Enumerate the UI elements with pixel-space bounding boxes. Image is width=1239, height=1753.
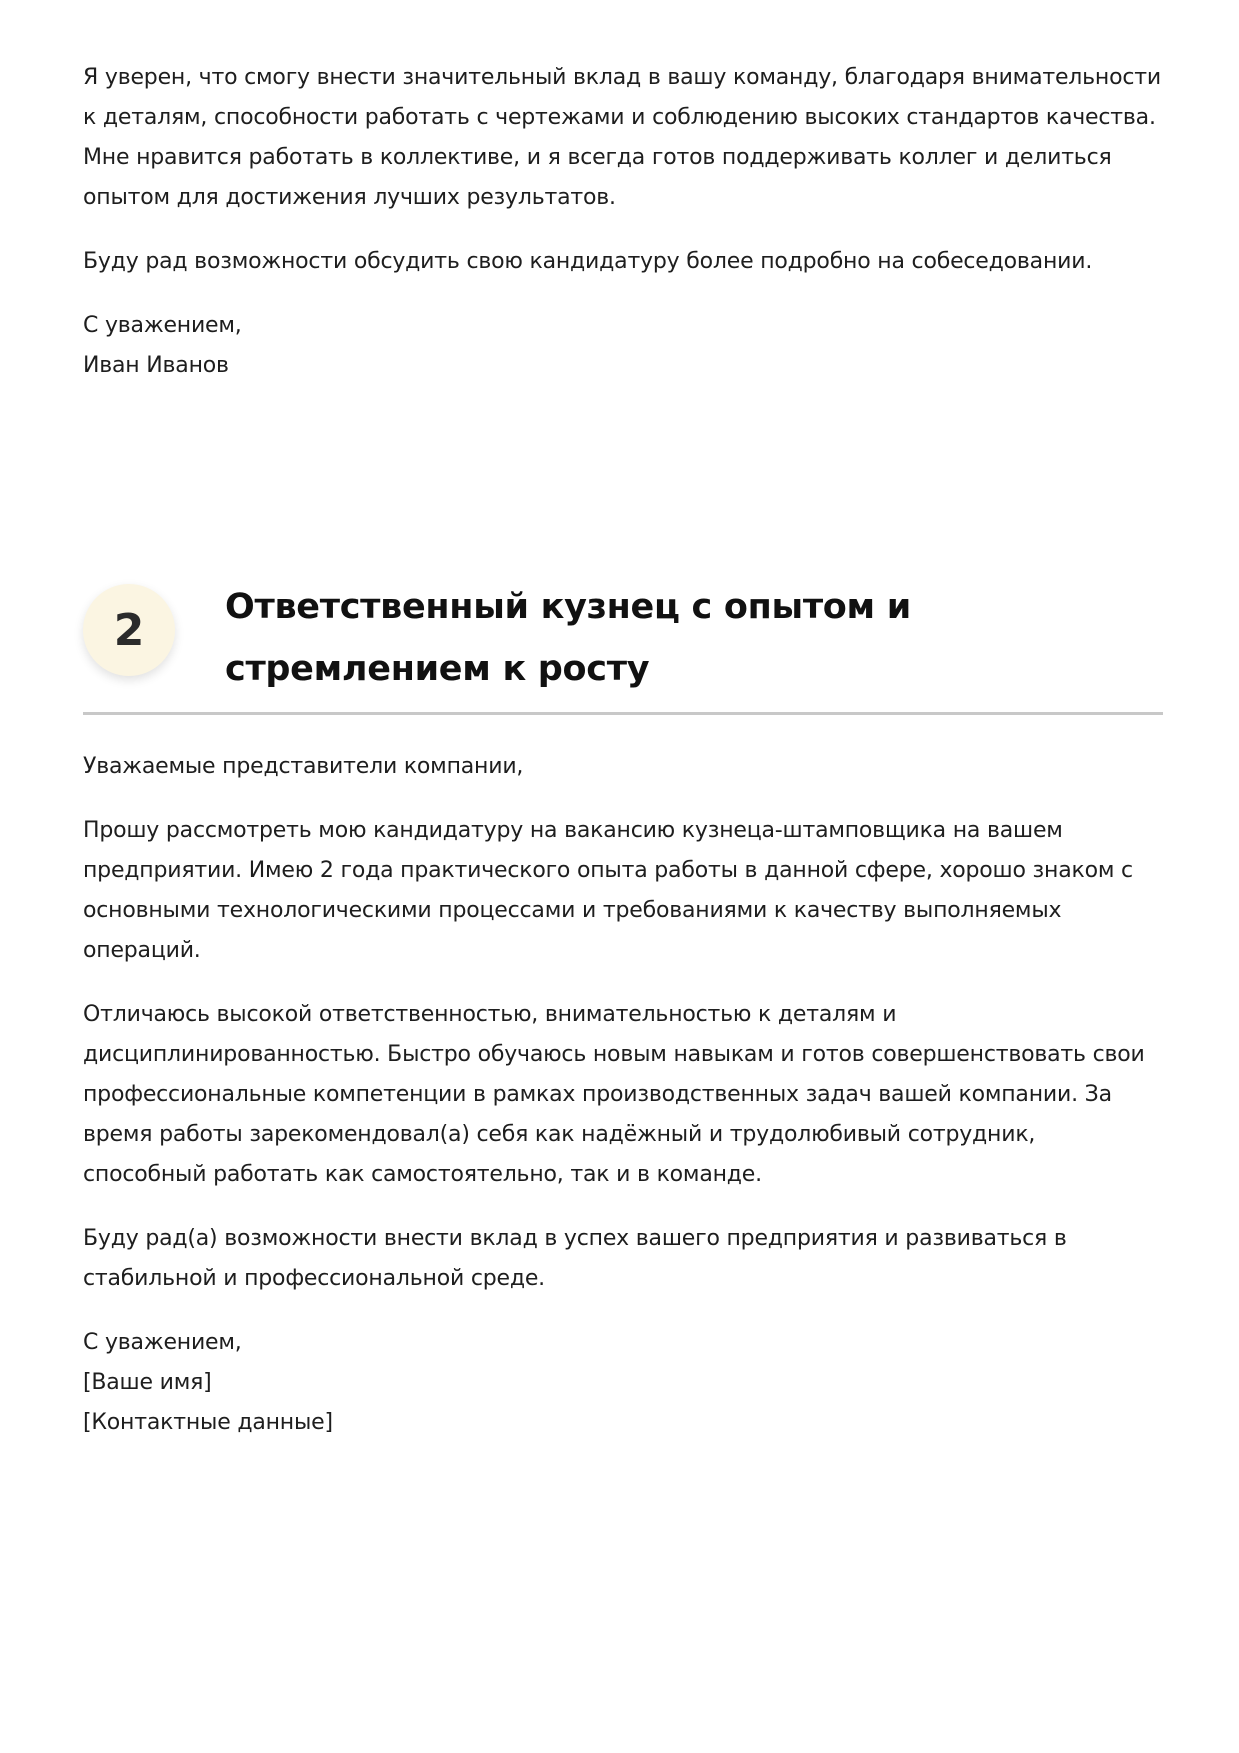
section-number-badge — [83, 584, 175, 676]
section-2-header — [83, 576, 1163, 715]
top-closing: С уважением, — [83, 313, 242, 338]
top-signature: Иван Иванов — [83, 353, 229, 378]
letter-page — [83, 58, 1163, 1443]
top-paragraph-2: Буду рад возможности обсудить свою кандидатуру более подробно на собеседовании. — [83, 249, 1093, 274]
contacts-placeholder: [Контактные данные] — [83, 1410, 333, 1435]
letter-closing: С уважением, — [83, 1330, 242, 1355]
top-paragraph-1: Я уверен, что смогу внести значительный вклад в вашу команду, благодаря внимательности к деталям, способности работать с чертежами и соблюдению высоких стандартов качества. Мне нравится работать в коллективе, и я всегда готов поддерживать коллег и делиться опытом для достижения лучших результатов. — [83, 65, 1161, 210]
name-placeholder: [Ваше имя] — [83, 1370, 212, 1395]
letter-signature-block — [83, 1323, 1163, 1443]
letter-greeting: Уважаемые представители компании, — [83, 754, 524, 779]
letter-paragraph-3: Буду рад(а) возможности внести вклад в успех вашего предприятия и развиваться в стабильной и профессиональной среде. — [83, 1226, 1067, 1291]
section-spacer — [83, 386, 1163, 576]
top-signature-block — [83, 306, 1163, 386]
letter-paragraph-1: Прошу рассмотреть мою кандидатуру на вакансию кузнеца-штамповщика на вашем предприятии. Имею 2 года практического опыта работы в данной сфере, хорошо знаком с основными технологическими процессами и требованиями к качеству выполняемых операций. — [83, 818, 1133, 963]
letter-paragraph-2: Отличаюсь высокой ответственностью, внимательностью к деталям и дисциплинированностью. Быстро обучаюсь новым навыкам и готов совершенствовать свои профессиональные компетенции в рамках производственных задач вашей компании. За время работы зарекомендовал(а) себя как надёжный и трудолюбивый сотрудник, способный работать как самостоятельно, так и в команде. — [83, 1002, 1145, 1187]
section-number: 2 — [113, 604, 145, 656]
section-title: Ответственный кузнец с опытом и стремлением к росту — [225, 587, 911, 689]
